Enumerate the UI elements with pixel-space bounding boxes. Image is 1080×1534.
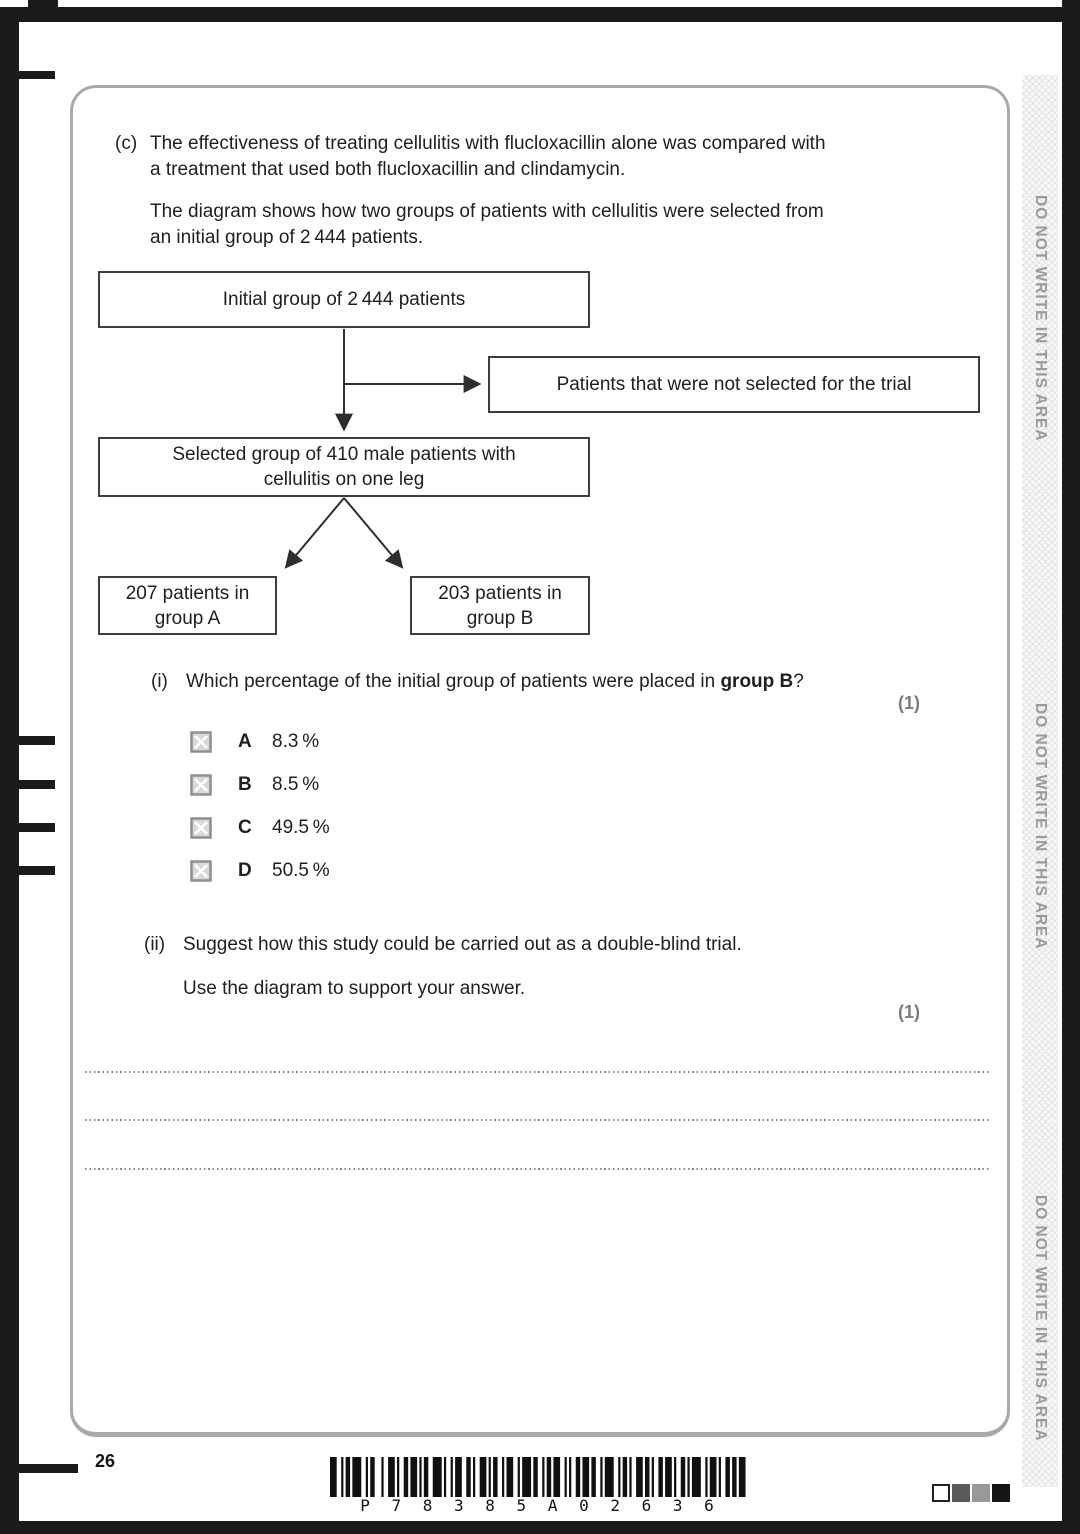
binding-tick bbox=[8, 780, 55, 789]
flowchart-box-group-b bbox=[410, 576, 590, 635]
question-ii-subtext: Use the diagram to support your answer. bbox=[183, 978, 526, 999]
question-c-text-line: The diagram shows how two groups of patients with cellulitis were selected from bbox=[150, 201, 824, 222]
option-row-c[interactable] bbox=[190, 813, 330, 843]
scan-edge-right bbox=[1062, 0, 1080, 1534]
flowchart-box-text: group A bbox=[154, 607, 221, 629]
question-ii-marks: (1) bbox=[898, 1002, 920, 1022]
barcode-text: P 7 8 3 8 5 A 0 2 6 3 6 bbox=[360, 1496, 720, 1515]
scan-edge-top bbox=[0, 7, 1080, 22]
question-c-text-line: The effectiveness of treating cellulitis with flucloxacillin alone was compared with bbox=[150, 133, 826, 154]
scan-notch-top-left bbox=[28, 0, 58, 8]
calibration-square-gray bbox=[972, 1484, 990, 1502]
answer-line[interactable] bbox=[85, 1168, 991, 1170]
checkbox-icon[interactable] bbox=[190, 817, 212, 839]
answer-line[interactable] bbox=[85, 1119, 991, 1121]
binding-tick bbox=[8, 736, 55, 745]
question-i-marks: (1) bbox=[898, 693, 920, 713]
scan-edge-left bbox=[0, 7, 19, 1534]
option-letter: D bbox=[238, 860, 252, 881]
flowchart-box-text: Selected group of 410 male patients with bbox=[172, 444, 516, 465]
page-number: 26 bbox=[95, 1451, 116, 1471]
flowchart-box-text: cellulitis on one leg bbox=[263, 469, 425, 490]
flowchart-box-text: group B bbox=[466, 607, 534, 629]
flowchart-box-text: Initial group of 2 444 patients bbox=[222, 289, 466, 310]
calibration-square-darkgray bbox=[952, 1484, 970, 1502]
answer-line[interactable] bbox=[85, 1071, 991, 1073]
option-value: 50.5 % bbox=[272, 860, 330, 881]
question-ii-text: Suggest how this study could be carried out as a double-blind trial. bbox=[183, 934, 742, 955]
binding-tick bbox=[8, 866, 55, 875]
flowchart-box-text: 203 patients in bbox=[438, 582, 562, 604]
question-i-text-after: ? bbox=[793, 671, 804, 692]
question-i-label: (i) bbox=[151, 671, 168, 692]
checkbox-icon[interactable] bbox=[190, 774, 212, 796]
option-value: 8.5 % bbox=[272, 774, 320, 795]
binding-tick bbox=[8, 823, 55, 832]
flowchart-box-initial-group bbox=[98, 271, 590, 328]
question-c-label: (c) bbox=[115, 133, 138, 154]
binding-tick bbox=[8, 71, 55, 79]
option-value: 49.5 % bbox=[272, 817, 330, 838]
flowchart-box-text: 207 patients in bbox=[125, 582, 250, 604]
flowchart-box-selected-group bbox=[98, 437, 590, 497]
question-c-text-line: an initial group of 2 444 patients. bbox=[150, 227, 424, 248]
do-not-write-label: DO NOT WRITE IN THIS AREA bbox=[1032, 702, 1049, 950]
flowchart-box-text: Patients that were not selected for the trial bbox=[556, 374, 912, 395]
do-not-write-label: DO NOT WRITE IN THIS AREA bbox=[1032, 194, 1049, 442]
question-i-text-bold: group B bbox=[720, 671, 794, 692]
binding-tick bbox=[3, 1464, 78, 1473]
question-i-text bbox=[186, 669, 804, 695]
question-i-text-before: Which percentage of the initial group of patients were placed in bbox=[186, 671, 721, 692]
calibration-square-white bbox=[932, 1484, 950, 1502]
question-c-text-line: a treatment that used both flucloxacillin and clindamycin. bbox=[150, 159, 626, 180]
option-letter: A bbox=[238, 731, 252, 752]
do-not-write-label: DO NOT WRITE IN THIS AREA bbox=[1032, 1194, 1049, 1442]
option-row-b[interactable] bbox=[190, 770, 319, 800]
calibration-square-black bbox=[992, 1484, 1010, 1502]
option-row-a[interactable] bbox=[190, 727, 319, 757]
option-letter: B bbox=[238, 774, 252, 795]
scan-edge-bottom bbox=[0, 1521, 1080, 1534]
question-ii-label: (ii) bbox=[144, 934, 166, 955]
checkbox-icon[interactable] bbox=[190, 731, 212, 753]
barcode-bars bbox=[330, 1457, 750, 1497]
option-value: 8.3 % bbox=[272, 731, 320, 752]
option-letter: C bbox=[238, 817, 252, 838]
checkbox-icon[interactable] bbox=[190, 860, 212, 882]
flowchart-box-group-a bbox=[98, 576, 277, 635]
flowchart-box-not-selected bbox=[488, 356, 980, 413]
option-row-d[interactable] bbox=[190, 856, 330, 886]
